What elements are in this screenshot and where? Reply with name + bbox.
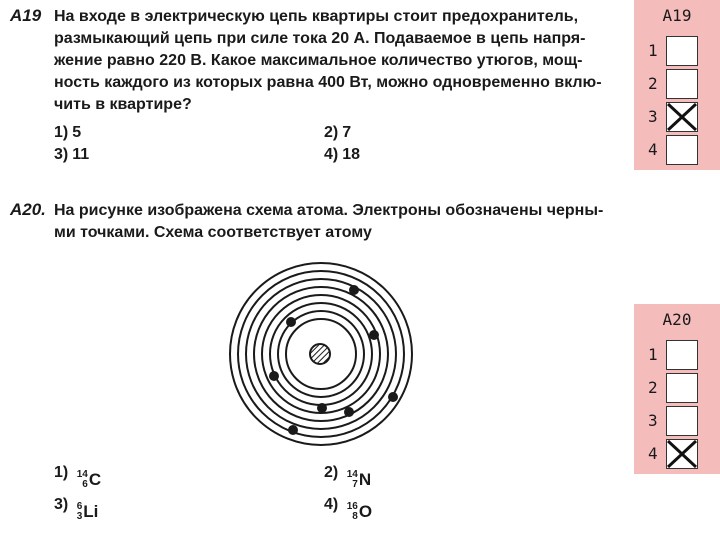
cross-mark-icon <box>667 103 697 131</box>
question-line: ность каждого из которых равна 400 Вт, можно одновременно вклю- <box>54 74 602 91</box>
question-line: чить в квартире? <box>54 96 192 113</box>
electron-dot <box>288 425 298 435</box>
option-a20-3: 3) 6 3 Li <box>54 496 99 522</box>
electron-dot <box>344 407 354 417</box>
question-text-a19 <box>54 6 602 116</box>
nuclide <box>347 470 371 490</box>
mass-number: 14 <box>346 469 358 480</box>
answer-row: 4 <box>634 439 720 469</box>
cross-mark-icon <box>667 440 697 468</box>
mass-number: 14 <box>76 469 88 480</box>
question-line: На входе в электрическую цепь квартиры стоит предохранитель, <box>54 8 579 25</box>
answer-row: 4 <box>634 135 720 165</box>
option-a19-2: 2) 7 <box>324 124 352 141</box>
question-line: жение равно 220 В. Какое максимальное количество утюгов, мощ- <box>54 52 583 69</box>
element-symbol: Li <box>83 502 99 521</box>
electron-dot <box>317 403 327 413</box>
nuclide <box>77 502 99 522</box>
option-a19-4: 4) 18 <box>324 146 361 163</box>
atomic-number: 6 <box>82 479 88 490</box>
electron-dot <box>369 330 379 340</box>
answer-panel-title: А20 <box>662 310 692 329</box>
atomic-number: 3 <box>76 511 83 522</box>
question-text-a20 <box>54 200 603 244</box>
answer-row: 1 <box>634 36 720 66</box>
option-a20-1: 1) 14 6 C <box>54 464 102 490</box>
electron-dot <box>349 285 359 295</box>
question-line: На рисунке изображена схема атома. Электроны обозначены черны- <box>54 202 604 219</box>
option-a20-2: 2) 14 7 N <box>324 464 372 490</box>
electron-dot <box>269 371 279 381</box>
nucleus <box>310 344 330 364</box>
element-symbol: N <box>358 470 372 489</box>
electron-dot <box>286 317 296 327</box>
question-line: ми точками. Схема соответствует атому <box>54 224 372 241</box>
nuclide <box>77 470 101 490</box>
atomic-number: 8 <box>352 511 358 522</box>
atomic-number: 7 <box>352 479 358 490</box>
answer-checkbox-checked[interactable] <box>666 439 698 469</box>
mass-number: 6 <box>76 501 83 512</box>
answer-row: 2 <box>634 373 720 403</box>
electron-dot <box>388 392 398 402</box>
answer-panel-a19 <box>634 0 720 170</box>
answer-checkbox[interactable] <box>666 69 698 99</box>
question-line: размыкающий цепь при силе тока 20 А. Подаваемое в цепь напря- <box>54 30 586 47</box>
answer-checkbox[interactable] <box>666 406 698 436</box>
option-a19-3: 3) 11 <box>54 146 90 163</box>
answer-checkbox[interactable] <box>666 135 698 165</box>
answer-checkbox-checked[interactable] <box>666 102 698 132</box>
nuclide <box>347 502 372 522</box>
answer-checkbox[interactable] <box>666 373 698 403</box>
question-number-a19: А19 <box>10 6 42 25</box>
option-a20-4: 4) 16 8 O <box>324 496 373 522</box>
answer-row: 1 <box>634 340 720 370</box>
answer-panel-title: А19 <box>662 6 692 25</box>
mass-number: 16 <box>346 501 358 512</box>
answer-panel-a20 <box>634 304 720 474</box>
element-symbol: C <box>88 470 102 489</box>
answer-row: 3 <box>634 102 720 132</box>
option-a19-1: 1) 5 <box>54 124 82 141</box>
atom-diagram <box>226 256 416 452</box>
element-symbol: O <box>358 502 373 521</box>
question-number-a20: А20. <box>10 200 46 219</box>
answer-checkbox[interactable] <box>666 340 698 370</box>
answer-checkbox[interactable] <box>666 36 698 66</box>
answer-row: 2 <box>634 69 720 99</box>
answer-row: 3 <box>634 406 720 436</box>
